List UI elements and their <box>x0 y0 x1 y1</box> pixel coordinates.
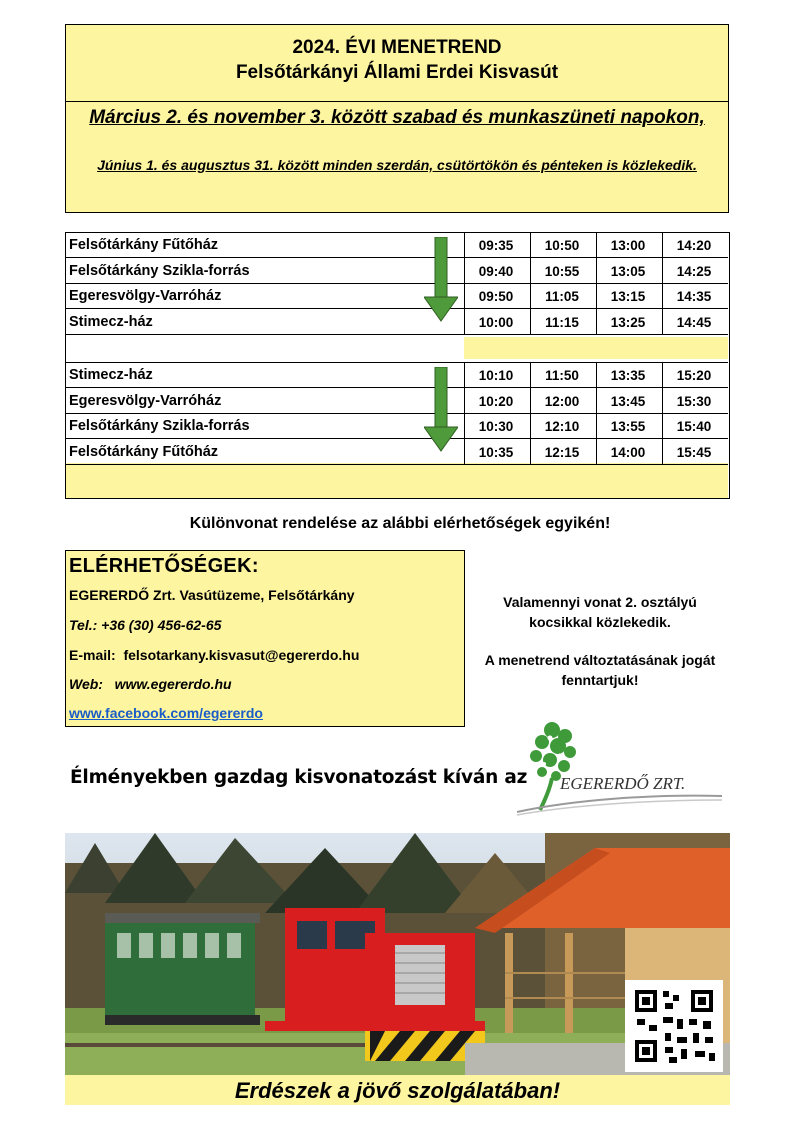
departure-time: 13:55 <box>610 419 646 434</box>
departure-time: 14:35 <box>676 289 712 304</box>
departure-time: 15:30 <box>676 393 712 409</box>
timetable-row <box>66 363 728 388</box>
departure-time: 11:15 <box>545 314 579 330</box>
station-name: Stimecz-ház <box>69 367 153 383</box>
station-name: Egeresvölgy-Varróház <box>69 288 222 304</box>
contact-box <box>65 550 465 727</box>
train-photo <box>65 833 730 1075</box>
logo-text: EGERERDŐ ZRT. <box>560 774 686 793</box>
column-divider <box>530 233 531 335</box>
header-box <box>65 24 729 213</box>
facebook-link[interactable]: www.facebook.com/egererdo <box>69 705 263 721</box>
departure-time: 11:50 <box>545 368 579 383</box>
station-name: Felsőtárkány Szikla-forrás <box>69 418 250 434</box>
timetable-row <box>66 389 728 414</box>
timetable-row <box>66 414 728 439</box>
departure-time: 12:00 <box>544 393 580 409</box>
departure-time: 13:35 <box>610 368 646 383</box>
train-photo-illustration <box>65 833 730 1075</box>
wish-text: Élményekben gazdag kisvonatozást kíván az <box>70 767 528 788</box>
departure-time: 14:25 <box>676 263 712 279</box>
departure-time: 09:35 <box>478 238 514 253</box>
email-label: E-mail: <box>69 647 116 663</box>
timetable-row <box>66 440 728 465</box>
departure-time: 13:45 <box>610 393 646 409</box>
web-label: Web: <box>69 676 103 692</box>
departure-time: 14:45 <box>676 314 712 330</box>
slogan-text: Erdészek a jövő szolgálatában! <box>234 1078 561 1103</box>
departure-time: 09:40 <box>478 263 514 279</box>
departure-time: 15:45 <box>676 444 712 460</box>
timetable-row <box>66 233 728 258</box>
column-divider <box>464 233 465 335</box>
departure-time: 10:55 <box>544 263 580 279</box>
contact-web-row <box>69 676 232 692</box>
railway-name: Felsőtárkányi Állami Erdei Kisvasút <box>235 62 559 83</box>
station-name: Felsőtárkány Fűtőház <box>69 443 219 460</box>
email-link[interactable]: felsotarkany.kisvasut@egererdo.hu <box>123 647 360 663</box>
departure-time: 13:15 <box>610 289 646 304</box>
title-area <box>66 25 728 102</box>
departure-time: 10:00 <box>478 314 514 330</box>
departure-time: 14:20 <box>676 238 712 253</box>
departure-time: 15:40 <box>676 419 712 434</box>
timetable-row <box>66 259 728 284</box>
column-divider <box>530 363 531 465</box>
timetable-gap-row <box>66 335 728 363</box>
departure-time: 14:00 <box>610 444 646 460</box>
contact-phone[interactable]: Tel.: +36 (30) 456-62-65 <box>69 617 222 633</box>
slogan-bar <box>65 1075 730 1105</box>
contact-company: EGERERDŐ Zrt. Vasútüzeme, Felsőtárkány <box>69 587 355 603</box>
schedule-main: Március 2. és november 3. között szabad és munkaszüneti napokon, <box>89 107 705 128</box>
station-name: Stimecz-ház <box>69 313 153 330</box>
station-name: Felsőtárkány Fűtőház <box>69 237 219 253</box>
departure-time: 10:10 <box>478 368 514 383</box>
column-divider <box>662 363 663 465</box>
departure-time: 12:15 <box>544 444 580 460</box>
departure-time: 15:20 <box>676 368 712 383</box>
departure-time: 10:30 <box>478 419 514 434</box>
timetable-row <box>66 310 728 335</box>
station-name: Felsőtárkány Szikla-forrás <box>69 262 250 279</box>
departure-time: 12:10 <box>544 419 580 434</box>
rights-note: A menetrend változtatásának jogát fenntartjuk! <box>484 652 716 688</box>
down-arrow-icon <box>424 237 458 328</box>
station-name: Egeresvölgy-Varróház <box>69 392 222 409</box>
column-divider <box>464 363 465 465</box>
departure-time: 09:50 <box>478 289 514 304</box>
schedule-extra: Június 1. és augusztus 31. között minden szerdán, csütörtökön és pénteken is közlekedik. <box>97 157 697 173</box>
departure-time: 10:50 <box>544 238 580 253</box>
tree-logo-icon <box>512 716 732 822</box>
egererdo-logo <box>512 716 732 822</box>
timetable <box>65 232 730 499</box>
contact-title: ELÉRHETŐSÉGEK: <box>69 555 259 577</box>
departure-time: 11:05 <box>545 289 579 304</box>
contact-email-row <box>69 647 359 663</box>
departure-time: 13:25 <box>610 314 646 330</box>
departure-time: 13:00 <box>610 238 646 253</box>
special-train-note: Különvonat rendelése az alábbi elérhetőségek egyikén! <box>189 515 611 532</box>
timetable-row <box>66 284 728 309</box>
second-class-note: Valamennyi vonat 2. osztályú kocsikkal közlekedik. <box>503 594 697 630</box>
page-title: 2024. ÉVI MENETREND <box>292 37 502 58</box>
column-divider <box>596 233 597 335</box>
timetable-footer-band <box>66 463 728 498</box>
column-divider <box>662 233 663 335</box>
departure-time: 13:05 <box>610 263 646 279</box>
departure-time: 10:35 <box>478 444 514 460</box>
down-arrow-icon <box>424 367 458 458</box>
column-divider <box>596 363 597 465</box>
web-link[interactable]: www.egererdo.hu <box>114 676 232 692</box>
departure-time: 10:20 <box>478 393 514 409</box>
